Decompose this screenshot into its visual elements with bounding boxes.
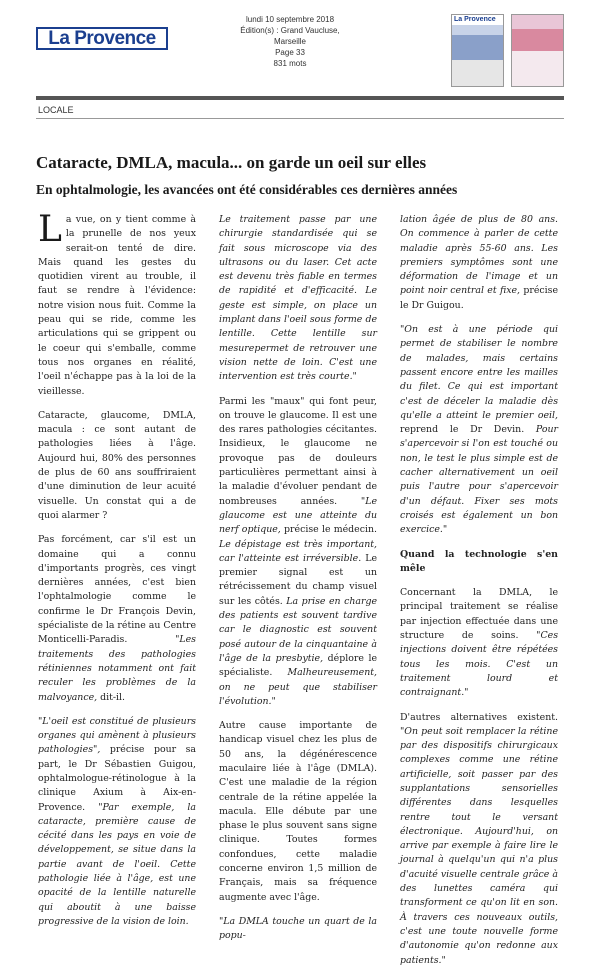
paragraph: "L'oeil est constitué de plusieurs organes qui amènent à plusieurs pathologies", précise pour sa part, le Dr Sébastien Guigou, ophtalmologue-rétinologue à la clinique Axium à Aix-en-Provence. "Par exemple, la cataracte, première cause de cécité dans les pays en voie de développement, se situe dans la partie avant de l'oeil. Cette pathologie liée à l'âge, est une opacité de la lentille naturelle qui aboutit à une baisse progressive de la vision de loin.	[38, 715, 196, 927]
front-page-thumbnail[interactable]	[451, 14, 504, 87]
article-column-3	[400, 213, 558, 978]
article-meta	[225, 14, 355, 69]
paragraph: Cataracte, glaucome, DMLA, macula : ce sont autant de pathologies liées à l'âge. Aujourd hui, 80% des personnes de plus de 60 ans souffriraient d'une diminution de leur acuité visuelle. Un constat qui a de quoi alarmer ?	[38, 409, 196, 521]
paragraph: Pas forcément, car s'il est un domaine qui a connu d'importants progrès, ces vingt dernières années, c'est bien l'ophtalmologie comme le confirme le Dr François Devin, spécialiste de la rétine au Centre Monticelli-Paradis. "Les traitements des pathologies rétiniennes notamment ont fait reculer les problèmes de la malvoyance, dit-il.	[38, 534, 196, 703]
thumbnail-label: La Provence	[454, 16, 496, 23]
dropcap: L	[38, 209, 62, 250]
edition: Édition(s) : Grand Vaucluse, Marseille	[240, 26, 340, 46]
article-subtitle: En ophtalmologie, les avancées ont été considérables ces dernières années	[36, 182, 458, 197]
word-count: 831 mots	[273, 59, 307, 68]
newspaper-logo	[36, 27, 168, 50]
logo-text: La Provence	[48, 27, 156, 49]
paragraph: Autre cause importante de handicap visuel chez les plus de 50 ans, la dégénérescence maculaire liée à l'âge (DMLA). C'est une maladie de la région centrale de la rétine appelée la macula. Elle débute par une phase le plus souvent sans signe clinique. Toutes formes confondues, cette maladie concerne environ 1,5 million de Français, mais sa fréquence augmente avec l'âge.	[219, 720, 377, 903]
paragraph: "La DMLA touche un quart de la popu-	[219, 915, 377, 942]
subheading: Quand la technologie s'en mêle	[400, 548, 558, 574]
page-number: Page 33	[275, 48, 305, 57]
article-title: Cataracte, DMLA, macula... on garde un oeil sur elles	[36, 153, 427, 172]
section-label: LOCALE	[36, 103, 564, 119]
paragraph: "On est à une période qui permet de stabiliser le nombre de malades, mais certains passent encore entre les mailles du filet. Ce qui est important c'est de déceler la maladie dès qu'elle a atteint le premier oeil, reprend le Dr Devin. Pour s'apercevoir si l'on est touché ou non, le test le plus simple est de cacher alternativement un oeil puis l'autre pour s'apercevoir d'un défaut. Fixer ses mots croisés est également un bon exercice."	[400, 324, 558, 536]
page-thumbnail[interactable]	[511, 14, 564, 87]
paragraph: lation âgée de plus de 80 ans. On commence à parler de cette maladie après 55-60 ans. Les premiers symptômes sont une déformation de l'image et un point noir central et fixe, précise le Dr Guigou.	[400, 214, 558, 311]
article-column-1	[38, 209, 196, 939]
article-column-2	[219, 213, 377, 954]
paragraph: D'autres alternatives existent. "On peut soit remplacer la rétine par des dispositifs chirurgicaux complexes comme une rétine artificielle, soit passer par des supplantations sensorielles différentes dans lesquelles rentre tout le versant électronique. Aujourd'hui, on arrive par exemple à faire lire le journal à quelqu'un qui n'a plus d'acuité visuelle centrale grâce à des lunettes caméra qui transforment ce qu'on lit en son. À travers ces nouveaux outils, c'est une toute nouvelle forme d'autonomie qu'on redonne aux patients."	[400, 711, 558, 966]
paragraph: Parmi les "maux" qui font peur, on trouve le glaucome. Il est une des rares pathologies cécitantes. Insidieux, le glaucome ne provoque pas de douleurs particulières permettant ainsi à la maladie d'évoluer pendant de nombreuses années. "Le glaucome est une atteinte du nerf optique, précise le médecin. Le dépistage est très important, car l'atteinte est irréversible. Le premier signal est un rétrécissement du champ visuel sur les côtés. La prise en charge des patients est souvent tardive car le diagnostic est souvent posé autour de la cinquantaine à l'âge de la presbytie, déplore le spécialiste. Malheureusement, on ne peut que stabiliser l'évolution."	[219, 395, 378, 707]
header-divider	[36, 96, 564, 100]
publication-date: lundi 10 septembre 2018	[245, 15, 335, 24]
paragraph: Le traitement passe par une chirurgie standardisée qui se fait sous microscope via des ultrasons ou du laser. Cet acte est devenu très fiable en termes de rapidité et d'efficacité. Le geste est simple, on place un implant dans l'oeil sous forme de lentille. Cette lentille sur mesurepermet de retrouver une vision nette de loin. C'est une intervention est très courte."	[219, 214, 377, 383]
paragraph: Concernant la DMLA, le principal traitement se réalise par injection effectuée dans une structure de soins. "Ces injections doivent être répétées tous les mois. C'est un traitement lourd et contraignant."	[400, 587, 559, 699]
paragraph: La vue, on y tient comme à la prunelle de nos yeux serait-on tenté de dire. Mais quand les gestes du quotidien virent au trouble, il faut se rendre à l'évidence: notre vision nous fuit. Comme la peau qui se ride, comme les articulations qui se grippent ou le coeur qui s'emballe, comme tous nos organes en réalité, l'oeil n'échappe pas à la loi de la vieillesse.	[38, 209, 196, 397]
